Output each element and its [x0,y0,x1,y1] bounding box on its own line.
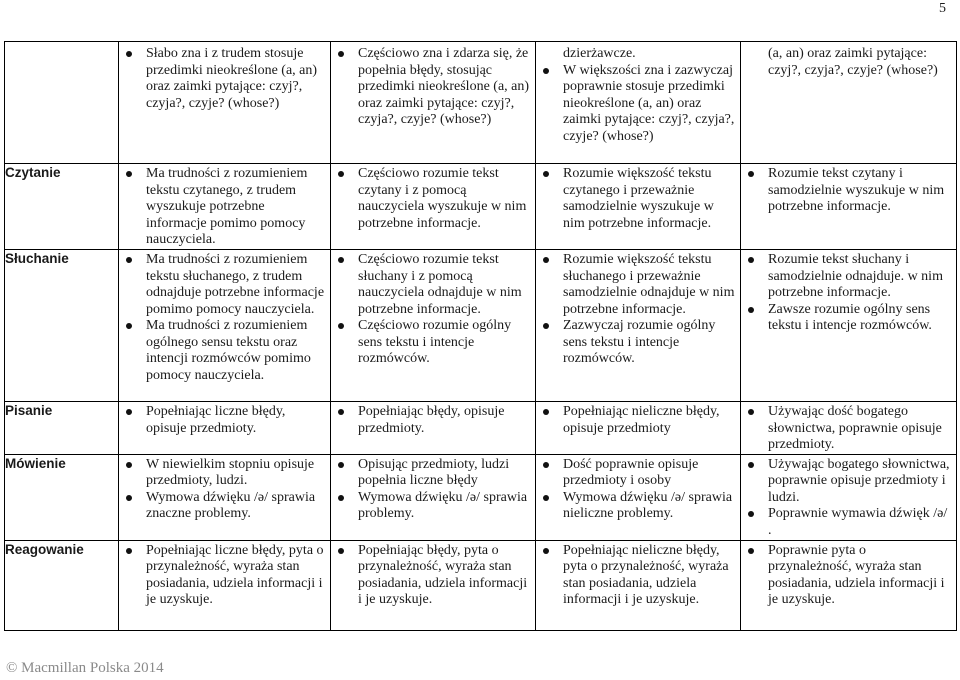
level-cell [119,540,331,630]
table-row [5,164,957,250]
table-row [5,250,957,402]
criterion-item: Ma trudności z rozumieniem ogólnego sensu tekstu oraz intencji rozmówców pomimo pomocy nauczyciela. [146,318,326,384]
category-cell: Mówienie [5,454,119,540]
level-cell [331,164,536,250]
criterion-item: W większości zna i zazwyczaj poprawnie stosuje przedimki nieokreślone (a, an) oraz zaimki pytające: czyj?, czyja?, czyje? (whose?) [563,62,735,144]
criterion-item: Popełniając nieliczne błędy, pyta o przynależność, wyraża stan posiadania, udziela informacji i je uzyskuje. [563,543,736,609]
criteria-list [119,543,330,609]
level-cell [741,164,957,250]
category-cell: Czytanie [5,164,119,250]
criteria-list [741,457,956,540]
criterion-item: Poprawnie pyta o przynależność, wyraża stan posiadania, udziela informacji i je uzyskuje. [768,543,952,609]
category-cell: Reagowanie [5,540,119,630]
level-cell [331,454,536,540]
level-cell [741,402,957,455]
category-cell: Pisanie [5,402,119,455]
copyright-footer: © Macmillan Polska 2014 [6,660,164,676]
criteria-list [741,543,956,609]
table-row [5,402,957,455]
level-cell [741,250,957,402]
table-row [5,540,957,630]
criteria-list [331,457,535,523]
level-cell [119,402,331,455]
criteria-list [331,543,535,609]
criteria-list [741,166,956,216]
criterion-item: Opisując przedmioty, ludzi popełnia liczne błędy [358,457,531,490]
level-cell [536,164,741,250]
criterion-item: Popełniając błędy, opisuje przedmioty. [358,404,531,437]
criterion-item: Częściowo zna i zdarza się, że popełnia błędy, stosując przedimki nieokreślone (a, an) oraz zaimki pytające: czyj?, czyja?, czyje? (whose?) [358,46,530,127]
level-cell [331,42,536,164]
criteria-list [741,46,956,79]
criterion-item: Popełniając nieliczne błędy, opisuje przedmioty [563,404,736,437]
category-cell: Słuchanie [5,250,119,402]
criterion-item: Używając bogatego słownictwa, poprawnie opisuje przedmioty i ludzi. [768,457,952,507]
criteria-list [331,252,535,368]
level-cell [536,250,741,402]
level-cell [741,454,957,540]
level-cell [741,540,957,630]
table-row [5,454,957,540]
criterion-continuation: (a, an) oraz zaimki pytające: czyj?, czyja?, czyje? (whose?) [768,46,938,78]
criterion-item: Wymowa dźwięku /ə/ sprawia problemy. [358,490,531,523]
level-cell [536,540,741,630]
criterion-item: Poprawnie wymawia dźwięk /ə/ . [768,506,952,539]
grading-rubric-table [4,41,957,631]
criteria-list [536,166,740,232]
criteria-list [331,46,535,129]
criteria-list [741,404,956,454]
criterion-item: Ma trudności z rozumieniem tekstu czytanego, z trudem wyszukuje potrzebne informacje pomimo pomocy nauczyciela. [146,166,326,249]
criterion-item: Słabo zna i z trudem stosuje przedimki nieokreślone (a, an) oraz zaimki pytające: czyj?, czyja?, czyje? (whose?) [146,46,326,112]
criterion-item: Wymowa dźwięku /ə/ sprawia znaczne problemy. [146,490,326,523]
criteria-list [536,543,740,609]
criterion-item: W niewielkim stopniu opisuje przedmioty, ludzi. [146,457,326,490]
criteria-list [119,252,330,384]
criteria-list [741,252,956,335]
level-cell [331,402,536,455]
level-cell [119,250,331,402]
criterion-item: Rozumie większość tekstu słuchanego i przeważnie samodzielnie odnajduje w nim potrzebne informacje. [563,252,735,317]
criterion-item: Częściowo rozumie tekst słuchany i z pomocą nauczyciela odnajduje w nim potrzebne informacje. [358,252,531,318]
criterion-item: Używając dość bogatego słownictwa, poprawnie opisuje przedmioty. [768,404,952,454]
criterion-item: Ma trudności z rozumieniem tekstu słuchanego, z trudem odnajduje potrzebne informacje pomimo pomocy nauczyciela. [146,252,325,317]
level-cell [536,402,741,455]
criteria-list [536,252,740,368]
criterion-item: Zawsze rozumie ogólny sens tekstu i intencje rozmówców. [768,302,952,335]
level-cell [741,42,957,164]
criterion-item: Popełniając liczne błędy, opisuje przedmioty. [146,404,326,437]
level-cell [119,164,331,250]
criterion-item: Rozumie tekst słuchany i samodzielnie odnajduje. w nim potrzebne informacje. [768,252,952,302]
criterion-item: Zazwyczaj rozumie ogólny sens tekstu i intencje rozmówców. [563,318,736,368]
criteria-list [119,46,330,112]
criterion-item: Częściowo rozumie ogólny sens tekstu i intencje rozmówców. [358,318,531,368]
criterion-item: Rozumie większość tekstu czytanego i przeważnie samodzielnie wyszukuje w nim potrzebne informacje. [563,166,736,232]
criterion-item: Dość poprawnie opisuje przedmioty i osoby [563,457,736,490]
level-cell [331,250,536,402]
criterion-item: Rozumie tekst czytany i samodzielnie wyszukuje w nim potrzebne informacje. [768,166,952,216]
criteria-list [331,404,535,437]
criteria-list [331,166,535,232]
level-cell [536,454,741,540]
criteria-list [536,457,740,523]
criteria-list [536,404,740,437]
criterion-item: Częściowo rozumie tekst czytany i z pomocą nauczyciela wyszukuje w nim potrzebne informacje. [358,166,531,232]
level-cell [119,42,331,164]
level-cell [331,540,536,630]
criterion-item: Popełniając liczne błędy, pyta o przynależność, wyraża stan posiadania, udziela informacji i je uzyskuje. [146,543,326,609]
category-cell [5,42,119,164]
table-row [5,42,957,164]
level-cell [119,454,331,540]
criteria-list [119,404,330,437]
criteria-list [119,166,330,249]
page-number: 5 [939,1,946,16]
criteria-list [119,457,330,523]
criteria-list [536,46,740,145]
level-cell [536,42,741,164]
criterion-item: Wymowa dźwięku /ə/ sprawia nieliczne problemy. [563,490,736,523]
criterion-item: Popełniając błędy, pyta o przynależność, wyraża stan posiadania, udziela informacji i je uzyskuje. [358,543,531,609]
criterion-continuation: dzierżawcze. [563,46,636,61]
